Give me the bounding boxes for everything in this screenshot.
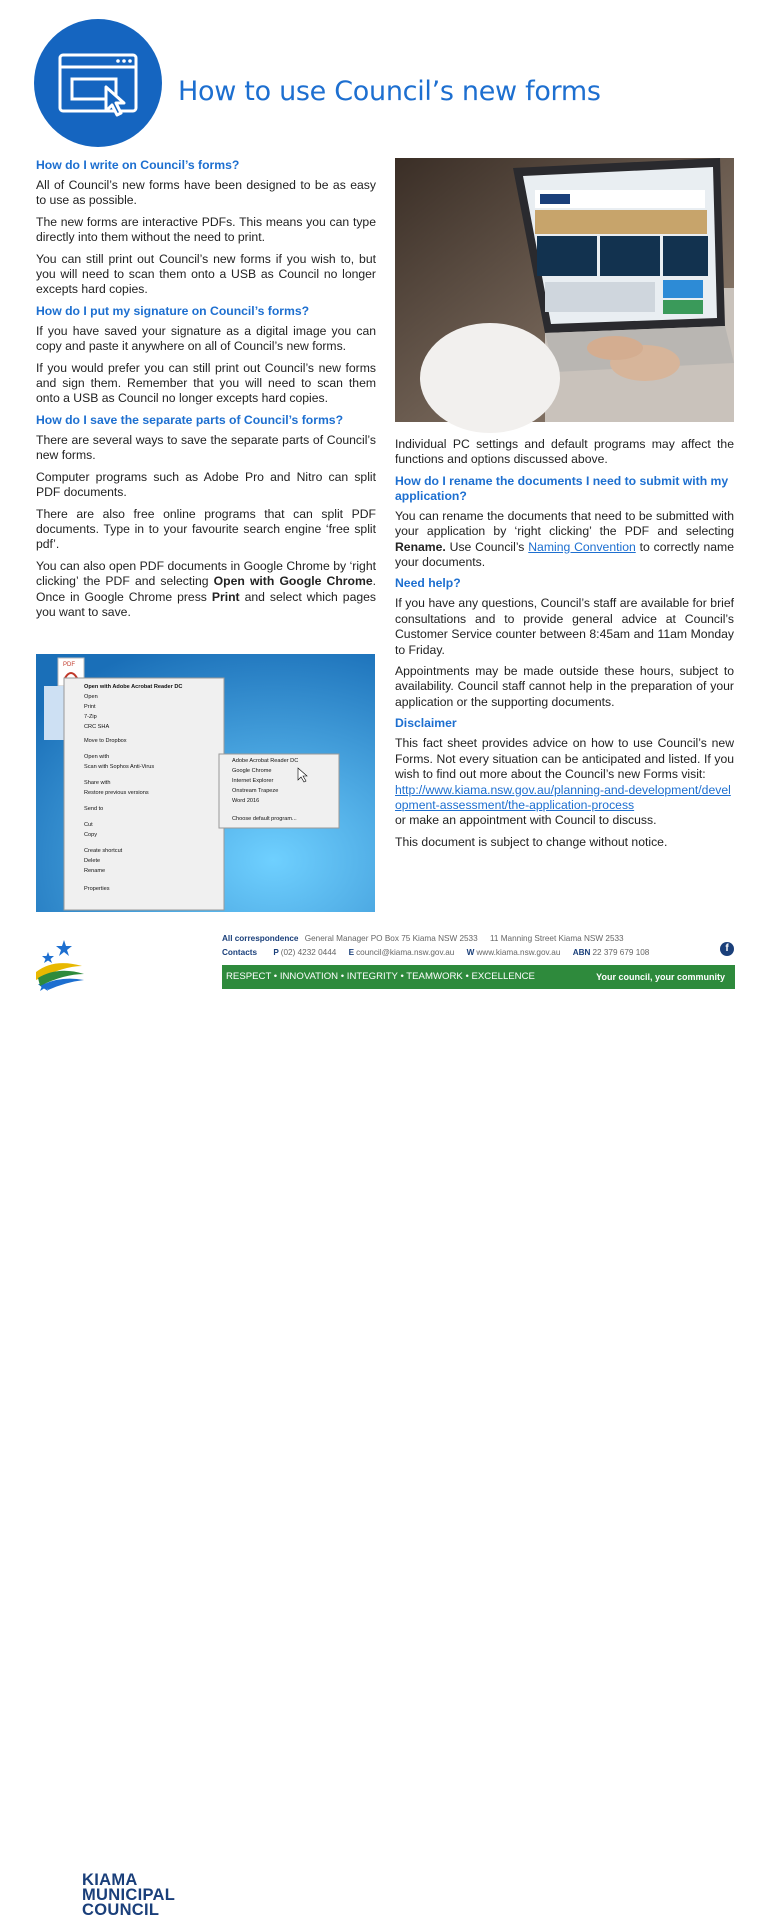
bold-text: Open with Google Chrome [213,574,373,589]
heading-need-help: Need help? [395,576,461,591]
heading-signature: How do I put my signature on Council’s forms? [36,303,310,318]
heading-write-forms: How do I write on Council’s forms? [36,158,240,172]
context-menu-item[interactable]: Properties [84,886,110,892]
open-with-submenu-item[interactable]: Google Chrome [232,768,272,774]
context-menu-item[interactable]: Copy [84,832,98,838]
phone-label: P [273,948,279,957]
phone-number: (02) 4232 0444 [280,948,337,957]
website[interactable]: www.kiama.nsw.gov.au [476,948,561,957]
open-with-submenu-item[interactable]: Internet Explorer [232,778,274,784]
context-menu-item[interactable]: Create shortcut [84,848,123,854]
contacts-label: Contacts [222,948,258,957]
heading-disclaimer: Disclaimer [395,716,457,731]
context-menu-item[interactable]: Share with [84,780,111,786]
correspondence-label: All correspondence [222,934,299,943]
link-paragraph [395,783,734,814]
values-bar [222,965,735,989]
left-column [36,158,376,626]
context-menu-item[interactable]: Cut [84,822,93,828]
text: Use Council’s [445,539,529,554]
context-menu-item[interactable]: Restore previous versions [84,790,149,796]
context-menu-item[interactable]: Scan with Sophos Anti-Virus [84,764,155,770]
paragraph: The new forms are interactive PDFs. This means you can type directly into them without the need to print. [36,214,376,245]
context-menu-item[interactable]: 7-Zip [84,714,97,720]
context-menu-item[interactable]: Open with [84,754,110,760]
paragraph: or make an appointment with Council to discuss. [395,813,657,828]
context-menu-item[interactable]: Delete [84,858,101,864]
council-values: RESPECT • INNOVATION • INTEGRITY • TEAMWORK • EXCELLENCE [226,971,535,982]
application-process-link[interactable]: http://www.kiama.nsw.gov.au/planning-and-development/development-assessment/the-application-process [395,782,731,812]
laptop-photo [395,158,734,422]
heading-rename: How do I rename the documents I need to submit with my application? [395,473,729,503]
web-label: W [466,948,475,957]
open-with-submenu-item[interactable]: Word 2016 [232,798,260,804]
paragraph: Appointments may be made outside these hours, subject to availability. Council staff cannot help in the preparation of your application or the supporting documents. [395,664,734,709]
correspondence-line [222,934,624,943]
paragraph: Computer programs such as Adobe Pro and Nitro can split PDF documents. [36,469,376,500]
page-title: How to use Council’s new forms [178,76,601,107]
right-column [395,437,734,856]
bold-text: Print [211,589,240,604]
email-address[interactable]: council@kiama.nsw.gov.au [356,948,455,957]
open-with-submenu-item[interactable]: Adobe Acrobat Reader DC [232,758,299,764]
open-with-submenu-item[interactable]: Choose default program... [232,816,297,822]
context-menu-screenshot [36,654,375,912]
pdf-file-icon-label: PDF [63,662,75,668]
paragraph: All of Council’s new forms have been designed to be as easy to use as possible. [36,178,376,208]
text: to correctly name your documents. [395,539,734,570]
context-menu-item[interactable]: Print [84,704,96,710]
paragraph: If you would prefer you can still print out Council’s new forms and sign them. Remember that you will need to scan them onto a USB as Council no longer excepts hard copies. [36,360,376,406]
paragraph: There are several ways to save the separate parts of Council’s new forms. [36,432,376,463]
context-menu-item[interactable]: Rename [84,868,106,874]
context-menu-item[interactable]: Move to Dropbox [84,738,127,744]
council-logo-text [82,1873,175,1918]
tagline: Your council, your community [596,972,725,982]
abn-label: ABN [572,948,591,957]
abn-number: 22 379 679 108 [592,948,650,957]
text: . Once in Google Chrome press [36,574,376,604]
contacts-line [222,948,649,957]
paragraph: Individual PC settings and default programs may affect the functions and options discussed above. [395,437,734,467]
logo-line: COUNCIL [82,1901,160,1919]
logo-line: MUNICIPAL [82,1886,176,1904]
heading-save-parts: How do I save the separate parts of Council’s forms? [36,412,344,427]
email-label: E [348,948,355,957]
context-menu-item[interactable]: Open with Adobe Acrobat Reader DC [84,684,183,690]
text: You can rename the documents that need to be submitted with your application by ‘right clicking’ the PDF and selecting [395,508,734,539]
facebook-icon[interactable]: f [720,942,734,956]
paragraph: If you have any questions, Council’s staff are available for brief consultations and to provide general advice at Council’s Customer Service counter between 8:45am and 11am Monday to Friday. [395,596,734,657]
paragraph: This fact sheet provides advice on how to use Council’s new Forms. Not every situation can be anticipated and listed. If you wish to find out more about the Council’s new Forms visit: [395,736,734,782]
context-menu-item[interactable]: Open [84,694,98,700]
street-address: 11 Manning Street Kiama NSW 2533 [489,934,624,943]
browser-window-cursor-icon [34,19,162,147]
paragraph-rename [395,509,734,571]
logo-line: KIAMA [82,1871,138,1889]
context-menu-item[interactable]: Send to [84,806,104,812]
paragraph: This document is subject to change without notice. [395,834,668,849]
text: You can also open PDF documents in Google Chrome by ‘right clicking’ the PDF and selecting [36,558,376,589]
bold-text: Rename. [395,539,446,554]
paragraph: If you have saved your signature as a digital image you can copy and paste it anywhere on all of Council’s new forms. [36,323,376,354]
paragraph: There are also free online programs that can split PDF documents. Type in to your favourite search engine ‘free split pdf’. [36,506,376,552]
paragraph-chrome [36,559,376,621]
postal-address: General Manager PO Box 75 Kiama NSW 2533 [304,934,478,943]
paragraph: You can still print out Council’s new forms if you wish to, but you will need to scan them onto a USB as Council no longer excepts hard copies. [36,251,376,297]
open-with-submenu-item[interactable]: Onstream Trapeze [232,788,279,794]
naming-convention-link[interactable]: Naming Convention [528,539,636,554]
context-menu-item[interactable]: CRC SHA [84,724,110,730]
kiama-logo-icon [34,940,86,994]
text: and select which pages you want to save. [36,589,376,619]
